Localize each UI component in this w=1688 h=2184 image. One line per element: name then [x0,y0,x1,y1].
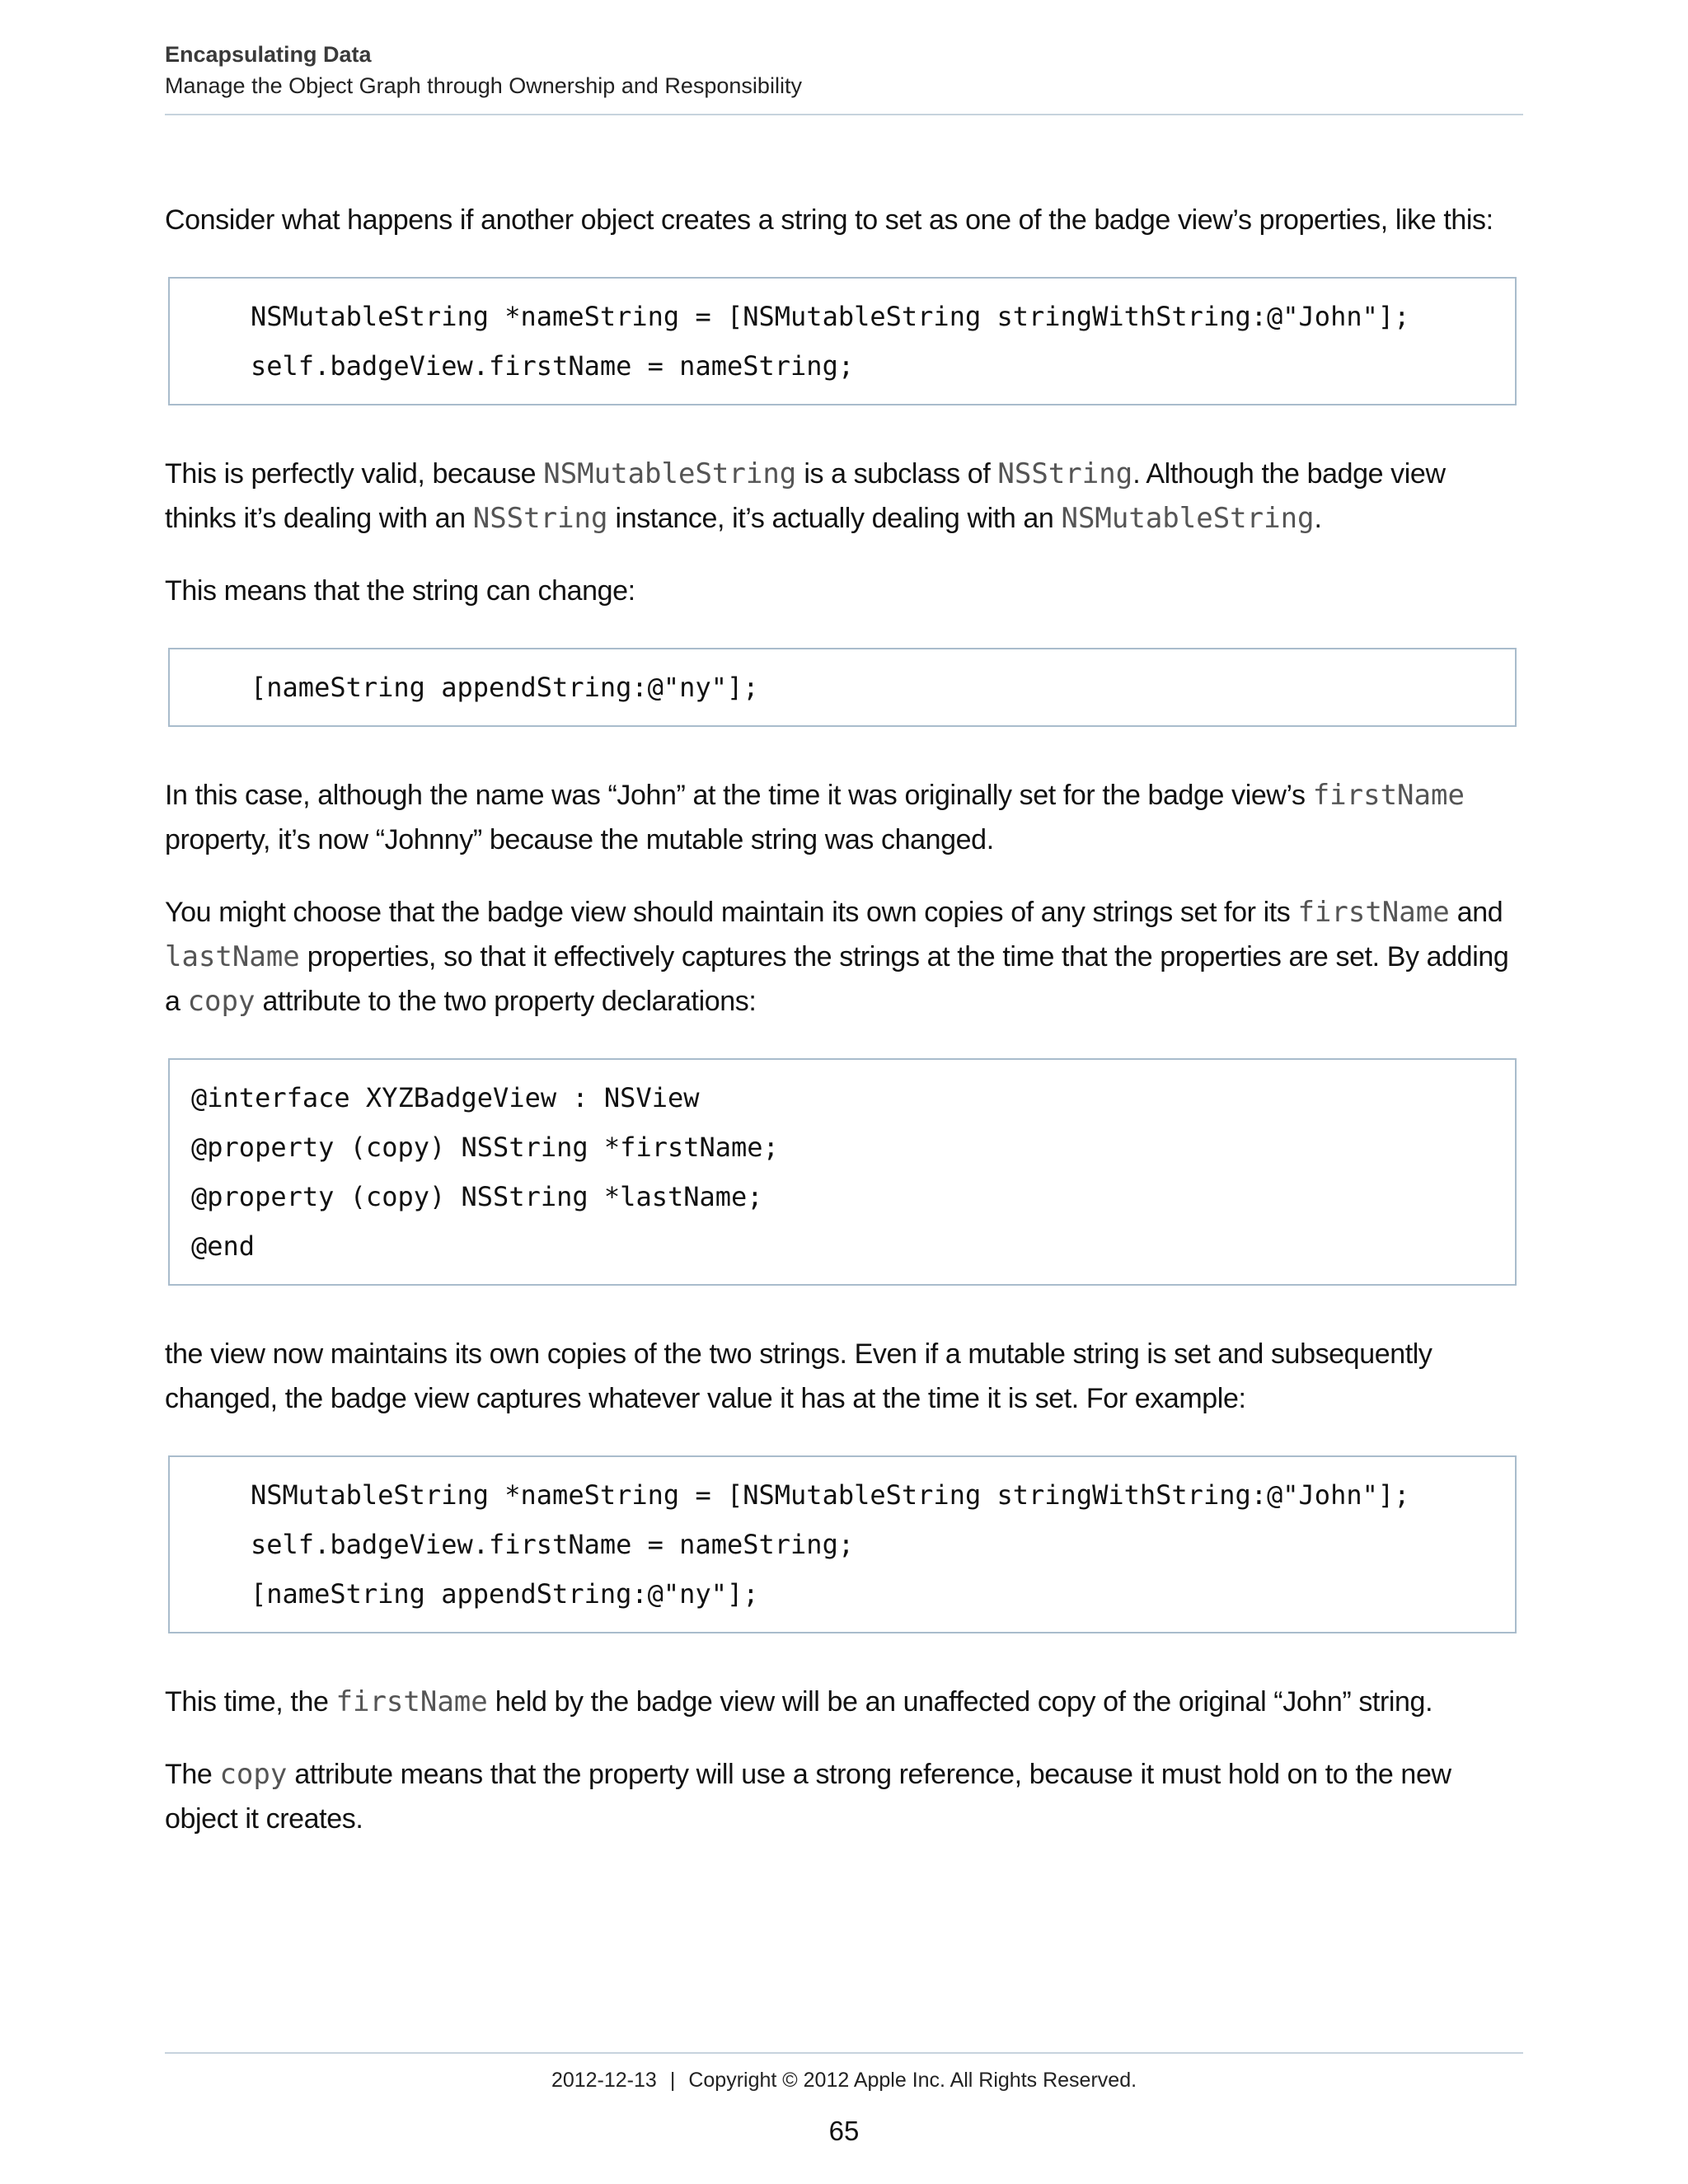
text-run: attribute to the two property declarations: [255,986,757,1017]
inline-code: firstName [1297,896,1450,929]
text-run: . [1314,503,1322,534]
text-run: and [1449,897,1503,928]
text-run: property, it’s now “Johnny” because the mutable string was changed. [165,824,994,855]
inline-code: firstName [335,1685,488,1718]
footer-divider [165,2052,1523,2054]
paragraph-intro: Consider what happens if another object creates a string to set as one of the badge view’s properties, like this: [165,204,1493,236]
page-footer [165,2065,1523,2095]
code-line: NSMutableString *nameString = [NSMutableString stringWithString:@"John"]; [251,1479,1410,1511]
text-run: attribute means that the property will use a strong reference, because it must hold on to the new object it creates. [165,1759,1451,1835]
inline-code: firstName [1312,779,1465,812]
code-line: @property (copy) NSString *lastName; [191,1181,763,1212]
page-body [165,198,1523,1841]
text-run: is a subclass of [796,458,998,490]
text-run: The [165,1759,220,1790]
text-run: This time, the [165,1686,336,1718]
code-block-1 [168,277,1517,405]
footer-copyright: Copyright © 2012 Apple Inc. All Rights Reserved. [688,2069,1137,2092]
code-line: @interface XYZBadgeView : NSView [191,1082,700,1113]
code-block-3 [168,1058,1517,1286]
text-run: You might choose that the badge view should maintain its own copies of any strings set for its [165,897,1298,928]
inline-code: NSMutableString [1061,502,1315,535]
paragraph-unaffected-copy [165,1680,1523,1724]
page-number: 65 [828,2116,860,2146]
inline-code: NSString [997,457,1133,490]
paragraph-subclass [165,452,1523,541]
text-run: In this case, although the name was “John” at the time it was originally set for the badge view’s [165,780,1313,811]
paragraph-strong-reference [165,1752,1523,1841]
code-line: self.badgeView.firstName = nameString; [251,1529,855,1560]
document-page [165,0,1523,2184]
code-block-4 [168,1455,1517,1633]
text-run: held by the badge view will be an unaffected copy of the original “John” string. [487,1686,1433,1718]
inline-code: copy [187,985,256,1018]
paragraph-johnny [165,773,1523,862]
header-divider [165,114,1523,115]
text-run: . Although the badge view thinks it’s dealing with an [165,458,1446,534]
paragraph-can-change: This means that the string can change: [165,575,635,607]
header-section-title: Encapsulating Data [165,42,372,67]
inline-code: NSString [472,502,608,535]
inline-code: lastName [165,940,300,973]
header-subsection-title: Manage the Object Graph through Ownership and Responsibility [165,73,802,98]
inline-code: copy [219,1758,288,1791]
text-run: properties, so that it effectively captures the strings at the time that the properties are set. By adding a [165,941,1509,1017]
footer-separator: | [669,2069,676,2092]
code-line: @end [191,1230,256,1262]
paragraph-view-copies: the view now maintains its own copies of the two strings. Even if a mutable string is set and subsequently changed, the badge view captures whatever value it has at the time it is set. For example: [165,1338,1432,1414]
paragraph-copies [165,890,1523,1024]
footer-date: 2012-12-13 [551,2069,657,2092]
code-block-2 [168,648,1517,727]
inline-code: NSMutableString [543,457,797,490]
code-line: NSMutableString *nameString = [NSMutableString stringWithString:@"John"]; [251,301,1410,332]
text-run: This is perfectly valid, because [165,458,544,490]
code-line: [nameString appendString:@"ny"]; [251,1578,759,1610]
code-line: self.badgeView.firstName = nameString; [251,350,855,382]
code-line: @property (copy) NSString *firstName; [191,1132,779,1163]
code-line: [nameString appendString:@"ny"]; [251,672,759,703]
page-header [165,40,1523,102]
text-run: instance, it’s actually dealing with an [607,503,1062,534]
